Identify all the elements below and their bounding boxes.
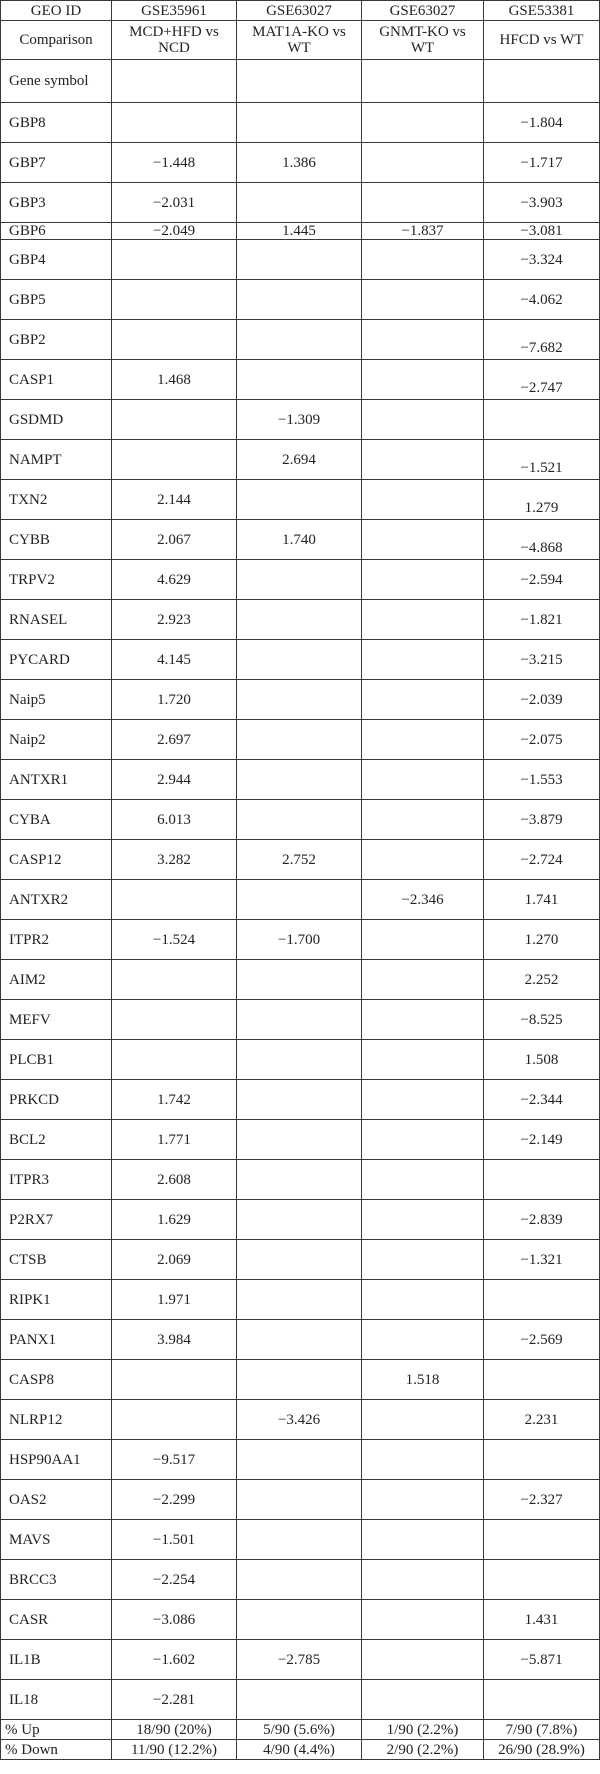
value-cell: [237, 680, 362, 720]
table-row: [1, 880, 600, 920]
gene-symbol-row: [1, 60, 600, 103]
value-cell: [362, 520, 484, 560]
gene-symbol-cell: BRCC3: [1, 1560, 112, 1600]
summary-row: [1, 1720, 600, 1740]
value-cell: 2.694: [237, 440, 362, 480]
comparison-label: Comparison: [1, 21, 112, 60]
value-cell: [362, 680, 484, 720]
value-cell: [237, 1320, 362, 1360]
comparison-cell: HFCD vs WT: [484, 21, 600, 60]
value-cell: [484, 1280, 600, 1320]
value-cell: [484, 400, 600, 440]
value-cell: [362, 320, 484, 360]
table-row: [1, 1280, 600, 1320]
value-cell: [237, 240, 362, 280]
value-cell: [237, 1160, 362, 1200]
table-row: [1, 400, 600, 440]
value-cell: [362, 1040, 484, 1080]
value-cell: [362, 1080, 484, 1120]
table-row: [1, 360, 600, 400]
value-cell: [237, 1480, 362, 1520]
geo-id-cell: GSE63027: [237, 1, 362, 21]
value-cell: 2.231: [484, 1400, 600, 1440]
value-cell: [362, 103, 484, 143]
table-row: [1, 680, 600, 720]
value-cell: [237, 1280, 362, 1320]
table-row: [1, 320, 600, 360]
value-cell: −1.553: [484, 760, 600, 800]
value-cell: [237, 960, 362, 1000]
table-row: [1, 103, 600, 143]
value-cell: −2.031: [112, 183, 237, 223]
gene-symbol-cell: IL18: [1, 1680, 112, 1720]
value-cell: [362, 1280, 484, 1320]
summary-cell: 4/90 (4.4%): [237, 1740, 362, 1760]
value-cell: [237, 1240, 362, 1280]
gene-symbol-cell: CASP1: [1, 360, 112, 400]
gene-symbol-cell: GBP3: [1, 183, 112, 223]
value-cell: −1.448: [112, 143, 237, 183]
value-cell: −3.081: [484, 223, 600, 240]
summary-cell: 11/90 (12.2%): [112, 1740, 237, 1760]
gene-symbol-cell: BCL2: [1, 1120, 112, 1160]
value-cell: −5.871: [484, 1640, 600, 1680]
gene-symbol-cell: GBP5: [1, 280, 112, 320]
value-cell: 1.431: [484, 1600, 600, 1640]
value-cell: 1.971: [112, 1280, 237, 1320]
value-cell: [484, 1520, 600, 1560]
value-cell: −2.281: [112, 1680, 237, 1720]
table-row: [1, 1160, 600, 1200]
comparison-cell: MAT1A-KO vs WT: [237, 21, 362, 60]
gene-symbol-cell: MAVS: [1, 1520, 112, 1560]
value-cell: [237, 880, 362, 920]
table-row: [1, 520, 600, 560]
value-cell: [362, 1560, 484, 1600]
value-cell: [237, 1080, 362, 1120]
value-cell: [362, 480, 484, 520]
value-cell: −2.724: [484, 840, 600, 880]
gene-symbol-cell: ITPR3: [1, 1160, 112, 1200]
table-row: [1, 1360, 600, 1400]
summary-label: % Up: [1, 1720, 112, 1740]
value-cell: −1.524: [112, 920, 237, 960]
gene-symbol-cell: PANX1: [1, 1320, 112, 1360]
geo-id-label: GEO ID: [1, 1, 112, 21]
value-cell: [112, 240, 237, 280]
value-cell: [237, 800, 362, 840]
value-cell: [112, 1400, 237, 1440]
value-cell: [237, 600, 362, 640]
value-cell: 4.145: [112, 640, 237, 680]
value-cell: [112, 880, 237, 920]
value-cell: 3.282: [112, 840, 237, 880]
value-cell: [362, 1240, 484, 1280]
table-row: [1, 1400, 600, 1440]
value-cell: [237, 760, 362, 800]
value-cell: 2.944: [112, 760, 237, 800]
gene-symbol-cell: NLRP12: [1, 1400, 112, 1440]
value-cell: [237, 320, 362, 360]
value-cell: 1.386: [237, 143, 362, 183]
table-row: [1, 223, 600, 240]
value-cell: −2.075: [484, 720, 600, 760]
value-cell: [362, 440, 484, 480]
value-cell: −3.903: [484, 183, 600, 223]
table-row: [1, 1520, 600, 1560]
value-cell: −2.299: [112, 1480, 237, 1520]
gene-symbol-cell: TXN2: [1, 480, 112, 520]
value-cell: [112, 103, 237, 143]
value-cell: 1.741: [484, 880, 600, 920]
value-cell: 2.697: [112, 720, 237, 760]
gene-symbol-cell: CTSB: [1, 1240, 112, 1280]
table-row: [1, 840, 600, 880]
value-cell: −2.839: [484, 1200, 600, 1240]
summary-row: [1, 1740, 600, 1760]
value-cell: [362, 240, 484, 280]
table-row: [1, 440, 600, 480]
gene-symbol-cell: P2RX7: [1, 1200, 112, 1240]
value-cell: [237, 1440, 362, 1480]
gene-symbol-cell: CYBA: [1, 800, 112, 840]
value-cell: [237, 1560, 362, 1600]
value-cell: 1.279: [484, 480, 600, 520]
value-cell: [362, 600, 484, 640]
value-cell: −8.525: [484, 1000, 600, 1040]
gene-symbol-cell: GBP6: [1, 223, 112, 240]
value-cell: −2.254: [112, 1560, 237, 1600]
value-cell: [112, 1360, 237, 1400]
value-cell: [237, 560, 362, 600]
value-cell: [237, 280, 362, 320]
table-row: [1, 1120, 600, 1160]
value-cell: [484, 1560, 600, 1600]
value-cell: −3.086: [112, 1600, 237, 1640]
table-row: [1, 280, 600, 320]
gene-symbol-cell: GSDMD: [1, 400, 112, 440]
gene-symbol-cell: RIPK1: [1, 1280, 112, 1320]
gene-symbol-cell: ANTXR1: [1, 760, 112, 800]
value-cell: [362, 1480, 484, 1520]
gene-symbol-cell: PLCB1: [1, 1040, 112, 1080]
value-cell: [484, 1680, 600, 1720]
table-row: [1, 1000, 600, 1040]
value-cell: [362, 800, 484, 840]
value-cell: [362, 1600, 484, 1640]
value-cell: −1.717: [484, 143, 600, 183]
table-row: [1, 1480, 600, 1520]
value-cell: [362, 640, 484, 680]
value-cell: −2.747: [484, 360, 600, 400]
value-cell: 1.445: [237, 223, 362, 240]
gene-symbol-cell: HSP90AA1: [1, 1440, 112, 1480]
gene-symbol-cell: IL1B: [1, 1640, 112, 1680]
value-cell: 1.720: [112, 680, 237, 720]
value-cell: 1.771: [112, 1120, 237, 1160]
value-cell: −2.327: [484, 1480, 600, 1520]
value-cell: −1.821: [484, 600, 600, 640]
summary-cell: 2/90 (2.2%): [362, 1740, 484, 1760]
value-cell: −1.321: [484, 1240, 600, 1280]
comparison-cell: GNMT-KO vs WT: [362, 21, 484, 60]
comparison-row: [1, 21, 600, 60]
value-cell: [237, 1120, 362, 1160]
value-cell: 1.518: [362, 1360, 484, 1400]
value-cell: [362, 183, 484, 223]
value-cell: [237, 360, 362, 400]
value-cell: [362, 1400, 484, 1440]
value-cell: [237, 720, 362, 760]
gene-symbol-cell: CASR: [1, 1600, 112, 1640]
gene-symbol-cell: Naip5: [1, 680, 112, 720]
value-cell: [237, 1680, 362, 1720]
gene-symbol-label: Gene symbol: [1, 60, 112, 103]
value-cell: −1.804: [484, 103, 600, 143]
value-cell: [362, 920, 484, 960]
value-cell: [362, 280, 484, 320]
table-row: [1, 143, 600, 183]
table-row: [1, 920, 600, 960]
gene-symbol-cell: OAS2: [1, 1480, 112, 1520]
value-cell: [362, 560, 484, 600]
value-cell: [112, 400, 237, 440]
value-cell: −3.879: [484, 800, 600, 840]
value-cell: 4.629: [112, 560, 237, 600]
value-cell: −3.324: [484, 240, 600, 280]
value-cell: 1.270: [484, 920, 600, 960]
value-cell: −2.569: [484, 1320, 600, 1360]
value-cell: [362, 400, 484, 440]
value-cell: −3.426: [237, 1400, 362, 1440]
table-row: [1, 1600, 600, 1640]
table-row: [1, 1560, 600, 1600]
geo-id-cell: GSE35961: [112, 1, 237, 21]
value-cell: [362, 1680, 484, 1720]
value-cell: −7.682: [484, 320, 600, 360]
value-cell: [237, 640, 362, 680]
value-cell: [362, 1520, 484, 1560]
value-cell: [484, 1160, 600, 1200]
value-cell: [362, 1000, 484, 1040]
value-cell: 2.608: [112, 1160, 237, 1200]
value-cell: −2.039: [484, 680, 600, 720]
value-cell: 2.252: [484, 960, 600, 1000]
gene-symbol-cell: AIM2: [1, 960, 112, 1000]
value-cell: [112, 1040, 237, 1080]
value-cell: 1.742: [112, 1080, 237, 1120]
value-cell: [362, 360, 484, 400]
table-row: [1, 1080, 600, 1120]
value-cell: −1.837: [362, 223, 484, 240]
value-cell: [112, 960, 237, 1000]
value-cell: −1.309: [237, 400, 362, 440]
value-cell: −2.049: [112, 223, 237, 240]
value-cell: [484, 1360, 600, 1400]
gene-symbol-cell: GBP4: [1, 240, 112, 280]
gene-symbol-cell: PYCARD: [1, 640, 112, 680]
table-row: [1, 1040, 600, 1080]
value-cell: −1.602: [112, 1640, 237, 1680]
value-cell: 1.508: [484, 1040, 600, 1080]
value-cell: [237, 1360, 362, 1400]
table-row: [1, 1640, 600, 1680]
gene-symbol-cell: GBP7: [1, 143, 112, 183]
value-cell: −3.215: [484, 640, 600, 680]
gene-symbol-cell: Naip2: [1, 720, 112, 760]
table-body: [1, 1, 600, 1760]
value-cell: 2.923: [112, 600, 237, 640]
table-row: [1, 960, 600, 1000]
value-cell: [362, 1200, 484, 1240]
value-cell: 2.752: [237, 840, 362, 880]
summary-cell: 26/90 (28.9%): [484, 1740, 600, 1760]
summary-label: % Down: [1, 1740, 112, 1760]
value-cell: [112, 440, 237, 480]
table-row: [1, 480, 600, 520]
value-cell: [362, 840, 484, 880]
gene-symbol-cell: RNASEL: [1, 600, 112, 640]
value-cell: [237, 1520, 362, 1560]
value-cell: −4.868: [484, 520, 600, 560]
gene-symbol-cell: CYBB: [1, 520, 112, 560]
value-cell: [362, 1120, 484, 1160]
value-cell: [484, 1440, 600, 1480]
value-cell: −2.594: [484, 560, 600, 600]
table-row: [1, 1200, 600, 1240]
gene-symbol-cell: GBP8: [1, 103, 112, 143]
value-cell: [237, 1000, 362, 1040]
value-cell: [237, 183, 362, 223]
value-cell: [362, 1320, 484, 1360]
value-cell: [362, 960, 484, 1000]
table-row: [1, 183, 600, 223]
value-cell: −2.785: [237, 1640, 362, 1680]
value-cell: [237, 480, 362, 520]
gene-symbol-cell: TRPV2: [1, 560, 112, 600]
value-cell: [112, 1000, 237, 1040]
gene-symbol-cell: CASP12: [1, 840, 112, 880]
value-cell: [362, 720, 484, 760]
table-row: [1, 560, 600, 600]
summary-cell: 18/90 (20%): [112, 1720, 237, 1740]
value-cell: [112, 320, 237, 360]
value-cell: −2.344: [484, 1080, 600, 1120]
geo-id-cell: GSE63027: [362, 1, 484, 21]
gene-symbol-cell: NAMPT: [1, 440, 112, 480]
value-cell: [237, 1040, 362, 1080]
value-cell: −2.149: [484, 1120, 600, 1160]
value-cell: [112, 280, 237, 320]
summary-cell: 1/90 (2.2%): [362, 1720, 484, 1740]
gene-symbol-cell: ANTXR2: [1, 880, 112, 920]
value-cell: 3.984: [112, 1320, 237, 1360]
value-cell: −1.501: [112, 1520, 237, 1560]
summary-cell: 5/90 (5.6%): [237, 1720, 362, 1740]
table-row: [1, 240, 600, 280]
value-cell: [362, 1160, 484, 1200]
gene-symbol-cell: PRKCD: [1, 1080, 112, 1120]
gene-symbol-cell: ITPR2: [1, 920, 112, 960]
value-cell: 2.144: [112, 480, 237, 520]
value-cell: −4.062: [484, 280, 600, 320]
value-cell: [362, 760, 484, 800]
gene-symbol-cell: CASP8: [1, 1360, 112, 1400]
value-cell: −2.346: [362, 880, 484, 920]
value-cell: [362, 1440, 484, 1480]
value-cell: −1.521: [484, 440, 600, 480]
table-row: [1, 1680, 600, 1720]
value-cell: [237, 1200, 362, 1240]
table-row: [1, 1440, 600, 1480]
table-row: [1, 720, 600, 760]
value-cell: [362, 1640, 484, 1680]
value-cell: −1.700: [237, 920, 362, 960]
value-cell: 1.629: [112, 1200, 237, 1240]
value-cell: [237, 103, 362, 143]
value-cell: 1.468: [112, 360, 237, 400]
value-cell: 2.067: [112, 520, 237, 560]
geo-id-row: [1, 1, 600, 21]
geo-id-cell: GSE53381: [484, 1, 600, 21]
value-cell: [362, 143, 484, 183]
table-row: [1, 640, 600, 680]
table-row: [1, 760, 600, 800]
gene-symbol-cell: MEFV: [1, 1000, 112, 1040]
gene-symbol-cell: GBP2: [1, 320, 112, 360]
table-row: [1, 1240, 600, 1280]
value-cell: −9.517: [112, 1440, 237, 1480]
value-cell: 6.013: [112, 800, 237, 840]
comparison-cell: MCD+HFD vs NCD: [112, 21, 237, 60]
summary-cell: 7/90 (7.8%): [484, 1720, 600, 1740]
table-row: [1, 1320, 600, 1360]
value-cell: 1.740: [237, 520, 362, 560]
table-row: [1, 800, 600, 840]
table-row: [1, 600, 600, 640]
value-cell: 2.069: [112, 1240, 237, 1280]
value-cell: [237, 1600, 362, 1640]
